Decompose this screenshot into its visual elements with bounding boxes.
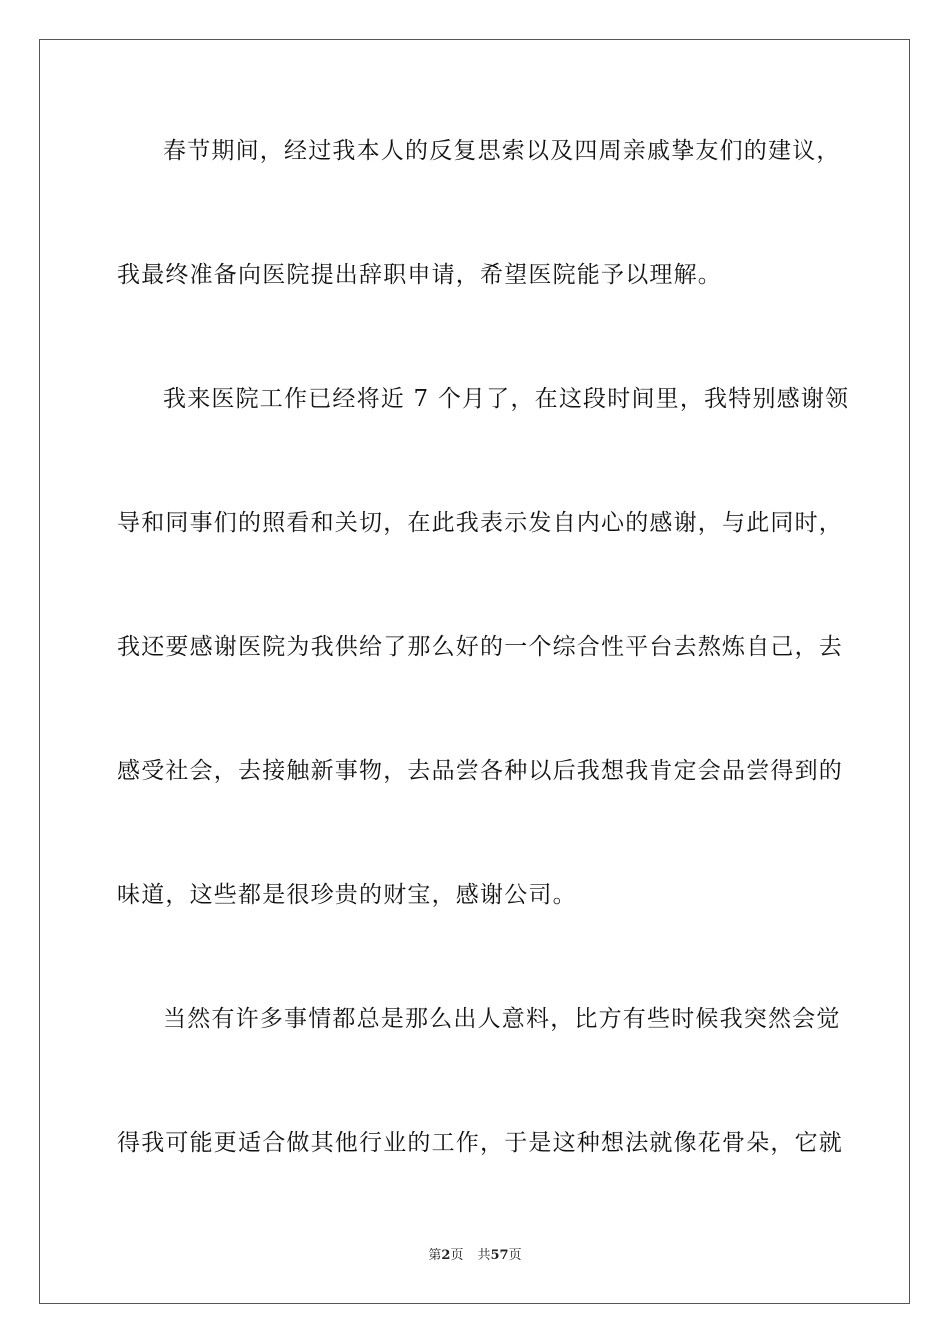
paragraph-2-line-4: 感受社会，去接触新事物，去品尝各种以后我想我肯定会品尝得到的 (117, 758, 843, 784)
paragraph-3-line-2: 得我可能更适合做其他行业的工作，于是这种想法就像花骨朵，它就 (117, 1130, 843, 1156)
page-footer (0, 1247, 950, 1265)
paragraph-1-line-1: 春节期间，经过我本人的反复思索以及四周亲戚挚友们的建议， (163, 138, 841, 164)
paragraph-3-line-1: 当然有许多事情都总是那么出人意料，比方有些时候我突然会觉 (163, 1006, 841, 1032)
paragraph-1-line-2: 我最终准备向医院提出辞职申请，希望医院能予以理解。 (117, 262, 722, 288)
total-suffix: 页 (508, 1248, 522, 1263)
page-number: 2 (441, 1248, 451, 1263)
page-border (39, 39, 910, 1304)
paragraph-2-line-1: 我来医院工作已经将近 7 个月了，在这段时间里，我特别感谢领 (163, 386, 850, 412)
paragraph-2-line-3: 我还要感谢医院为我供给了那么好的一个综合性平台去熬炼自己，去 (117, 634, 843, 660)
page-prefix: 第 (428, 1248, 442, 1263)
page-suffix: 页 (450, 1248, 464, 1263)
paragraph-2-line-5: 味道，这些都是很珍贵的财宝，感谢公司。 (117, 882, 577, 908)
total-pages: 57 (490, 1248, 509, 1263)
paragraph-2-line-2: 导和同事们的照看和关切，在此我表示发自内心的感谢，与此同时， (117, 510, 843, 536)
total-prefix: 共 (477, 1248, 491, 1263)
